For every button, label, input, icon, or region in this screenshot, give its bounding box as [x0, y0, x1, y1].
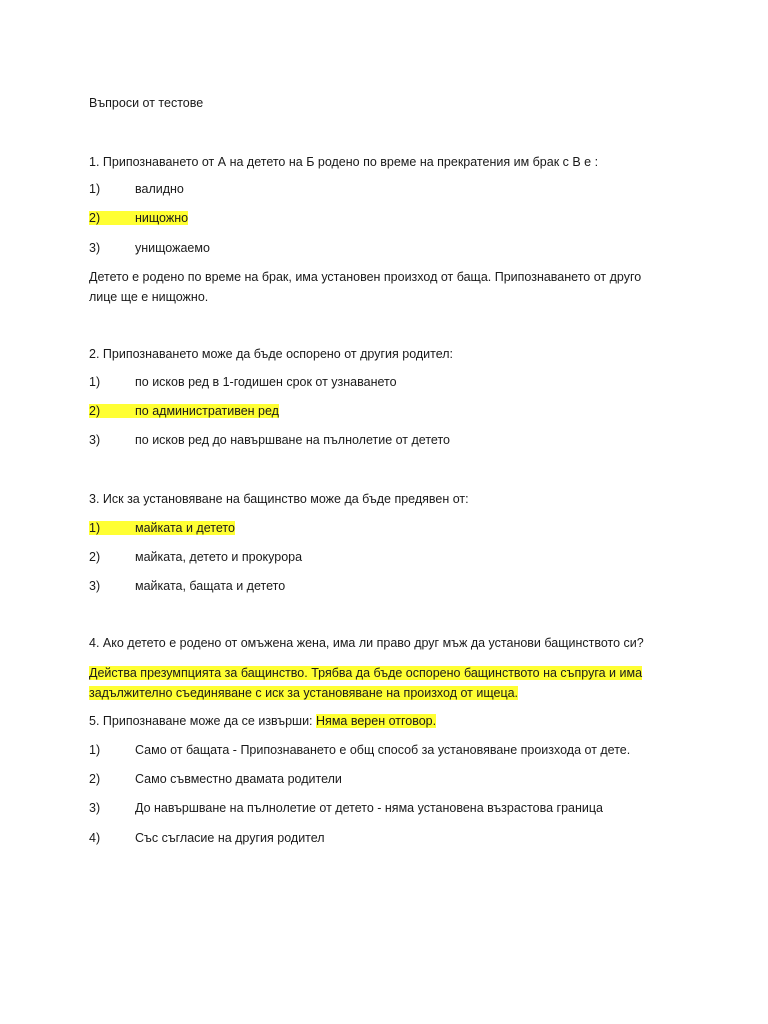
q5-option-2: [89, 770, 342, 788]
question-3: 3. Иск за установяване на бащинство може да бъде предявен от:: [89, 492, 469, 506]
q3-option-2: [89, 548, 302, 566]
option-number: 2): [89, 211, 101, 225]
option-number: 1): [89, 743, 101, 757]
question-5: [89, 712, 436, 730]
option-number: 3): [89, 241, 101, 255]
option-text: майката, бащата и детето: [135, 579, 286, 593]
q4-answer-line-1: [89, 664, 642, 682]
q3-option-1-correct: [89, 519, 235, 537]
option-number: 3): [89, 433, 101, 447]
q5-option-3: [89, 799, 603, 817]
q5-answer-highlight: Няма верен отговор.: [316, 714, 437, 728]
document-title: Въпроси от тестове: [89, 96, 204, 110]
option-number: 1): [89, 375, 101, 389]
option-text: майката и детето: [135, 521, 235, 535]
option-text: по исков ред в 1-годишен срок от узнаването: [135, 375, 397, 389]
option-text: нищожно: [135, 211, 189, 225]
option-number: 3): [89, 579, 101, 593]
option-number: 3): [89, 801, 101, 815]
q1-explanation-line-2: лице ще е нищожно.: [89, 290, 209, 304]
option-number: 1): [89, 521, 101, 535]
option-number: 4): [89, 831, 101, 845]
q1-explanation-line-1: Детето е родено по време на брак, има установен произход от баща. Припознаването от друго: [89, 270, 642, 284]
option-text: До навършване на пълнолетие от детето - няма установена възрастова граница: [135, 801, 603, 815]
option-text: майката, детето и прокурора: [135, 550, 303, 564]
q5-option-4: [89, 829, 325, 847]
option-text: по исков ред до навършване на пълнолетие от детето: [135, 433, 450, 447]
question-4: 4. Ако детето е родено от омъжена жена, има ли право друг мъж да установи бащинството си?: [89, 636, 644, 650]
option-number: 1): [89, 182, 101, 196]
q4-answer-highlight-2: задължително съединяване с иск за установяване на произход от ищеца.: [89, 686, 519, 700]
q3-option-3: [89, 577, 285, 595]
option-text: валидно: [135, 182, 184, 196]
option-text: унищожаемо: [135, 241, 210, 255]
q2-option-1: [89, 373, 397, 391]
q1-option-2-correct: [89, 209, 188, 227]
option-number: 2): [89, 550, 101, 564]
q4-answer-highlight-1: Действа презумпцията за бащинство. Трябва да бъде оспорено бащинството на съпруга и има: [89, 666, 643, 680]
option-number: 2): [89, 772, 101, 786]
question-2: 2. Припознаването може да бъде оспорено от другия родител:: [89, 347, 454, 361]
q2-option-2-correct: [89, 402, 279, 420]
option-text: Със съгласие на другия родител: [135, 831, 325, 845]
q1-option-1: [89, 180, 184, 198]
q1-option-3: [89, 239, 210, 257]
question-1: 1. Припознаването от А на детето на Б родено по време на прекратения им брак с В е :: [89, 155, 599, 169]
question-5-text: 5. Припознаване може да се извърши:: [89, 714, 313, 728]
option-text: Само от бащата - Припознаването е общ способ за установяване произхода от дете.: [135, 743, 631, 757]
option-number: 2): [89, 404, 101, 418]
q2-option-3: [89, 431, 450, 449]
q5-option-1: [89, 741, 630, 759]
option-text: по административен ред: [135, 404, 279, 418]
q4-answer-line-2: [89, 684, 518, 702]
option-text: Само съвместно двамата родители: [135, 772, 342, 786]
